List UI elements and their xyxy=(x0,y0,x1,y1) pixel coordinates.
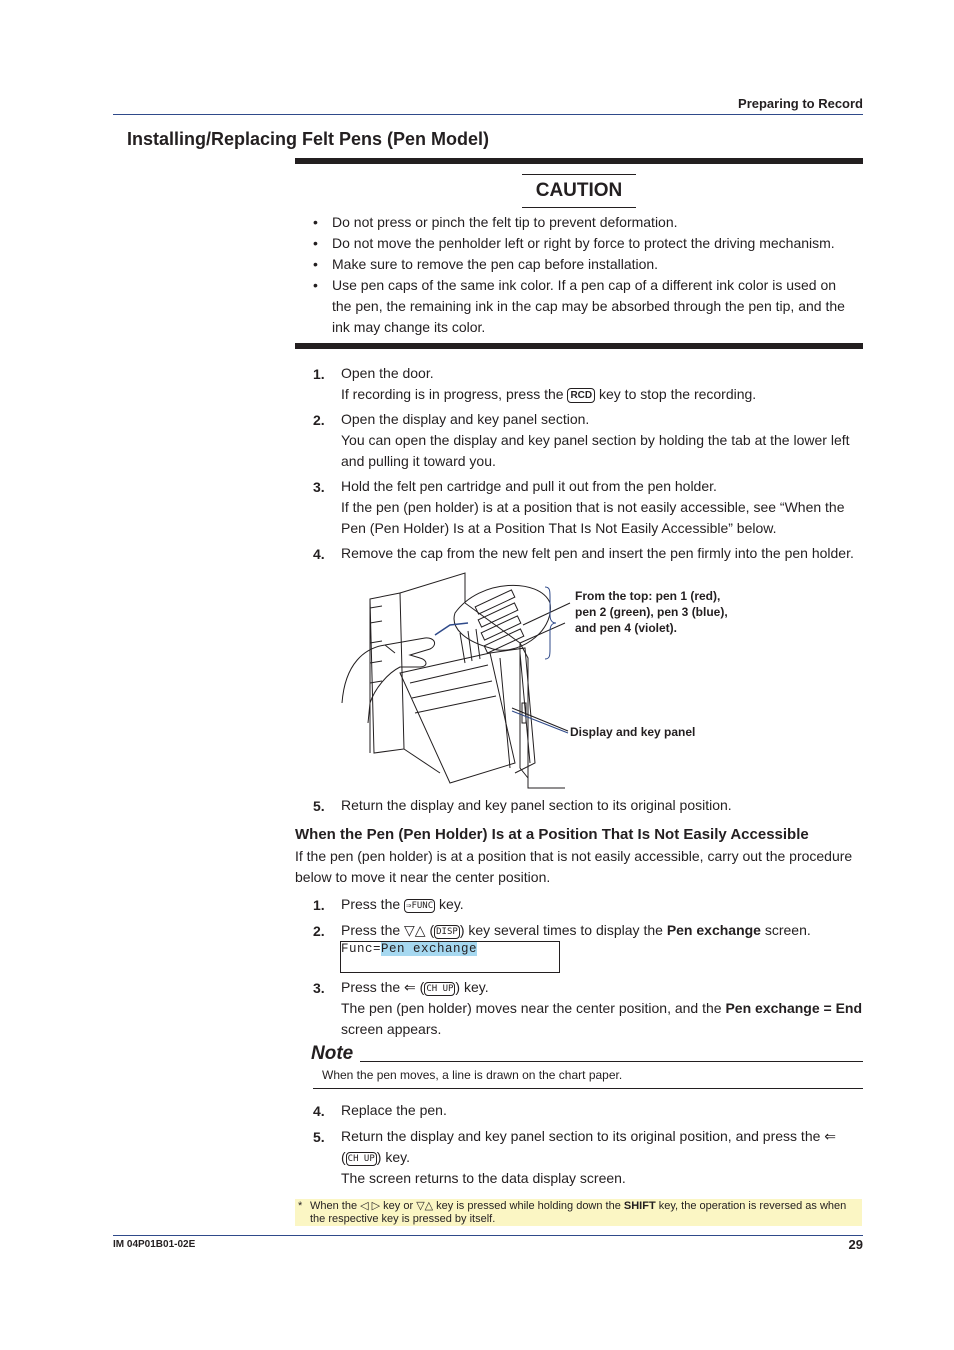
step-number: 1. xyxy=(313,897,325,913)
note-bottom-rule xyxy=(313,1088,863,1089)
pens-callout: From the top: pen 1 (red), pen 2 (green), pen 3 (blue), and pen 4 (violet). xyxy=(575,589,728,635)
sub-step-3: 3. Press the ⇐ ( CH UP ) key. The pen (pen holder) moves near the center position, and the Pen exchange = End screen appears. xyxy=(313,979,863,1037)
step-number: 1. xyxy=(313,366,325,382)
section-title: Installing/Replacing Felt Pens (Pen Model) xyxy=(127,129,490,149)
left-right-triangle-icon: ◁ ▷ xyxy=(360,1200,381,1212)
footnote-star: * xyxy=(298,1200,303,1212)
left-enter-arrow-icon: ⇐ xyxy=(404,979,416,995)
note-title: Note xyxy=(311,1043,354,1064)
rcd-key-icon: RCD xyxy=(567,388,595,403)
step-text: Open the door. xyxy=(341,365,434,381)
step-number: 4. xyxy=(313,546,325,562)
step-number: 4. xyxy=(313,1103,325,1119)
step-number: 5. xyxy=(313,798,325,814)
step-text: Hold the felt pen cartridge and pull it out from the pen holder. xyxy=(341,478,717,494)
caution-top-bar xyxy=(295,158,863,164)
step-5 xyxy=(313,795,863,816)
down-up-triangle-icon: ▽△ xyxy=(416,1200,434,1212)
caution-bottom-bar xyxy=(295,343,863,349)
note-top-rule xyxy=(360,1061,863,1062)
document-id: IM 04P01B01-02E xyxy=(113,1239,196,1250)
step-3 xyxy=(313,476,863,539)
step-number: 5. xyxy=(313,1129,325,1145)
running-header: Preparing to Record xyxy=(738,96,863,111)
sub-step-5: 5. Return the display and key panel section to its original position, and press the ⇐ ( CH UP ) key. The screen returns to the data display screen. xyxy=(313,1128,837,1186)
lcd-prefix: Func= xyxy=(341,942,382,956)
func-key-icon: ⇒FUNC xyxy=(406,901,434,911)
down-up-triangle-icon: ▽△ xyxy=(404,922,426,938)
step-number: 3. xyxy=(313,980,325,996)
step-1 xyxy=(313,363,863,405)
caution-item: • Use pen caps of the same ink color. If a pen cap of a different ink color is used on the pen, the remaining ink in the cap may be absorbed through the pen tip, and the ink may change its color. xyxy=(313,275,858,338)
caution-heading: CAUTION xyxy=(522,174,636,208)
caution-item: • Do not move the penholder left or right by force to protect the driving mechanism. xyxy=(313,233,858,254)
step-number: 3. xyxy=(313,479,325,495)
step-detail: If recording is in progress, press the RCD key to stop the recording. xyxy=(341,386,757,402)
sub-step-2: 2. Press the ▽△ ( DISP ) key several times to display the Pen exchange screen. xyxy=(313,920,863,941)
ch-up-key-icon: CH UP xyxy=(347,1154,375,1164)
caution-list xyxy=(313,212,858,338)
step-text: Open the display and key panel section. xyxy=(341,411,590,427)
note-text: When the pen moves, a line is drawn on the chart paper. xyxy=(322,1068,623,1082)
lcd-highlight: Pen exchange xyxy=(381,942,478,956)
step-4 xyxy=(313,543,863,564)
footnote: * When the ◁ ▷ key or ▽△ key is pressed while holding down the SHIFT key, the operation is reversed as when the respective key is pressed by itself. xyxy=(295,1199,862,1226)
step-number: 2. xyxy=(313,923,325,939)
step-2 xyxy=(313,409,863,472)
ch-up-key-icon: CH UP xyxy=(426,984,454,994)
caution-item: • Make sure to remove the pen cap before installation. xyxy=(313,254,858,275)
subsection-title: When the Pen (Pen Holder) Is at a Position That Is Not Easily Accessible xyxy=(295,826,809,843)
header-rule xyxy=(113,114,863,115)
step-text: Remove the cap from the new felt pen and insert the pen firmly into the pen holder. xyxy=(341,545,854,561)
step-detail: You can open the display and key panel section by holding the tab at the lower left and pulling it toward you. xyxy=(341,432,850,469)
page-number: 29 xyxy=(848,1237,863,1252)
subsection-intro: If the pen (pen holder) is at a position that is not easily accessible, carry out the procedure below to move it near the center position. xyxy=(295,848,853,885)
left-enter-arrow-icon: ⇐ xyxy=(824,1128,837,1144)
sub-step-4: 4. Replace the pen. xyxy=(313,1100,863,1121)
step-detail: If the pen (pen holder) is at a position that is not easily accessible, see “When the Pen (Pen Holder) Is at a Position That Is Not Easily Accessible” below. xyxy=(341,499,845,536)
step-text: Return the display and key panel section to its original position. xyxy=(341,797,732,813)
lcd-screen xyxy=(340,941,560,973)
step-number: 2. xyxy=(313,412,325,428)
footer-rule xyxy=(113,1235,863,1236)
sub-step-1: 1. Press the ⇒FUNC key. xyxy=(313,894,863,915)
disp-key-icon: DISP xyxy=(436,927,458,937)
panel-callout: Display and key panel xyxy=(570,725,696,739)
caution-item: • Do not press or pinch the felt tip to prevent deformation. xyxy=(313,212,858,233)
